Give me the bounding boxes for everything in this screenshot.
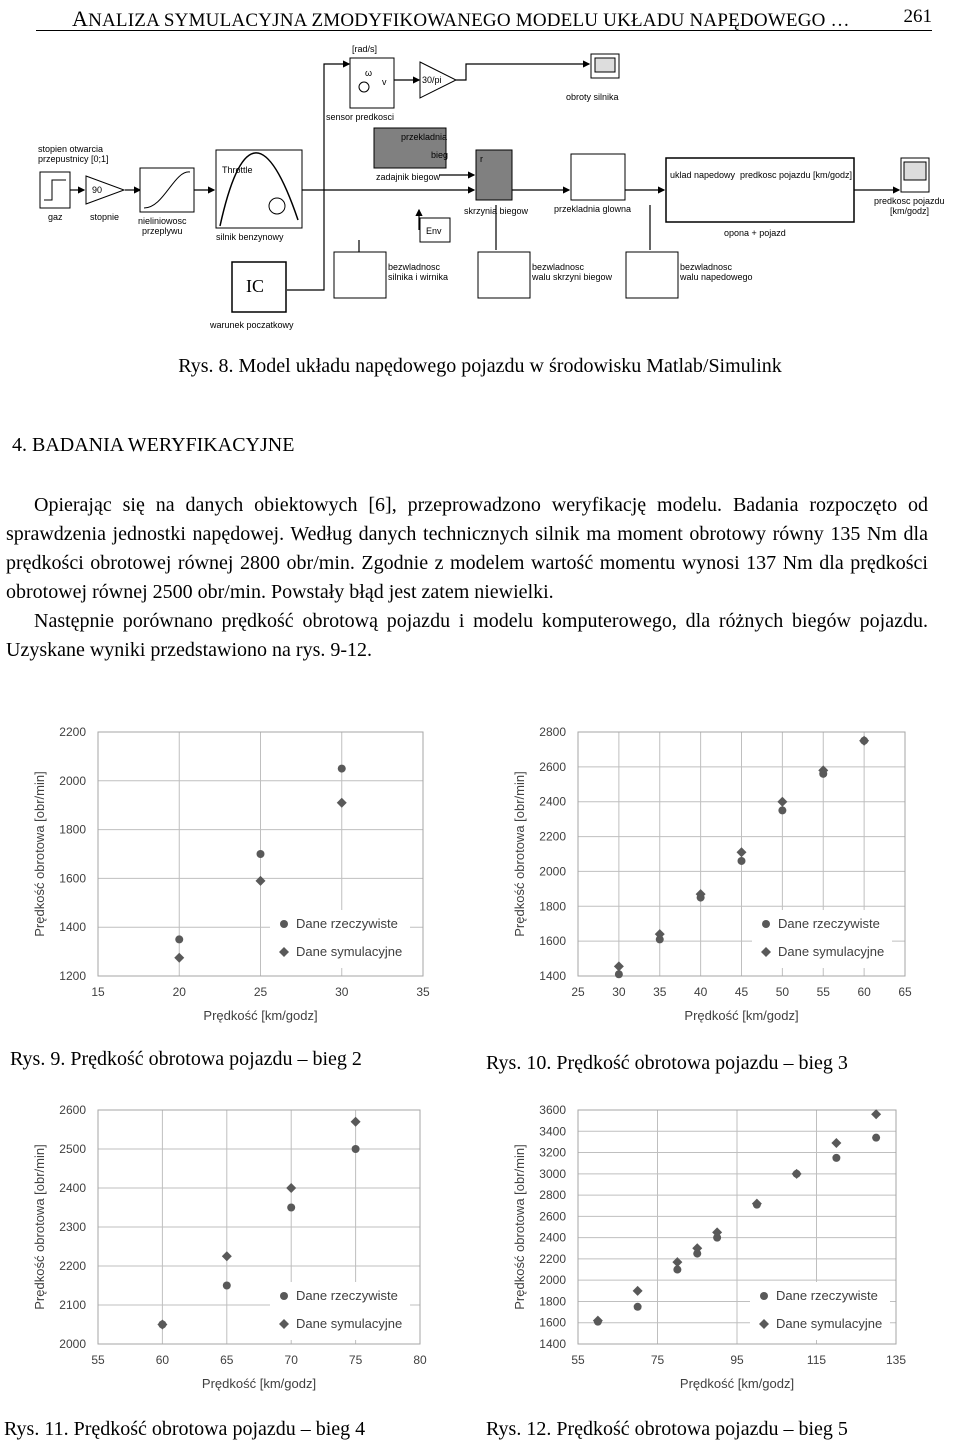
y-tick-label: 2000 [59, 773, 86, 788]
x-tick-label: 80 [413, 1353, 427, 1367]
legend-marker [280, 920, 288, 928]
y-tick-label: 2200 [539, 1251, 566, 1266]
data-point-symulacyjne [256, 876, 266, 886]
x-tick-label: 135 [885, 1353, 907, 1367]
x-tick-label: 20 [172, 985, 186, 999]
legend-label: Dane symulacyjne [776, 1316, 883, 1331]
diagram-label: skrzynia biegow [464, 206, 529, 216]
diagram-label: stopien otwarcia [38, 144, 104, 154]
legend-label: Dane symulacyjne [296, 1316, 403, 1331]
y-tick-label: 1600 [59, 871, 86, 886]
x-tick-label: 35 [416, 985, 430, 999]
diagram-label: silnika i wirnika [388, 272, 449, 282]
x-axis-label: Prędkość [km/godz] [679, 1376, 795, 1391]
y-tick-label: 2600 [539, 759, 566, 774]
y-tick-label: 2200 [59, 1259, 86, 1273]
legend-marker [280, 1292, 288, 1300]
x-tick-label: 55 [571, 1353, 585, 1367]
y-tick-label: 1400 [539, 1337, 566, 1351]
data-point-symulacyjne [737, 847, 747, 857]
x-tick-label: 60 [155, 1353, 170, 1367]
diagram-label: r [480, 154, 483, 164]
x-tick-label: 35 [653, 985, 667, 999]
x-tick-label: 75 [348, 1353, 363, 1367]
chart-bieg-2 [30, 722, 440, 1032]
y-tick-label: 1800 [59, 822, 86, 837]
data-point-symulacyjne [157, 1320, 167, 1330]
diagram-label: bezwladnosc [388, 262, 441, 272]
diagram-label: przepustnicy [0;1] [38, 154, 109, 164]
page-number: 261 [903, 6, 932, 27]
diagram-label: bezwladnosc [680, 262, 733, 272]
legend-label: Dane rzeczywiste [296, 1288, 398, 1303]
data-point-symulacyjne [174, 953, 184, 963]
x-tick-label: 55 [91, 1353, 105, 1367]
y-tick-label: 1800 [539, 899, 566, 914]
y-tick-label: 1200 [59, 969, 86, 983]
data-point-rzeczywiste [257, 850, 265, 858]
y-tick-label: 2400 [539, 1230, 566, 1245]
diagram-label: przeplywu [142, 226, 183, 236]
y-tick-label: 2100 [59, 1298, 86, 1312]
y-tick-label: 1400 [539, 969, 566, 983]
data-point-rzeczywiste [287, 1204, 295, 1212]
x-tick-label: 65 [898, 985, 912, 999]
diagram-label: [km/godz] [890, 206, 930, 216]
diagram-label: walu skrzyni biegow [532, 272, 613, 282]
x-tick-label: 40 [693, 985, 708, 999]
x-axis-label: Prędkość [km/godz] [201, 1376, 317, 1391]
diagram-label: warunek poczatkowy [210, 320, 294, 330]
diagram-label: stopnie [90, 212, 120, 222]
diagram-label: 30/pi [422, 75, 442, 85]
x-tick-label: 70 [284, 1353, 298, 1367]
diagram-label: predkosc pojazdu [km/godz] [740, 170, 853, 180]
data-point-symulacyjne [286, 1183, 296, 1193]
x-tick-label: 30 [612, 985, 626, 999]
y-tick-label: 1600 [539, 934, 566, 949]
y-tick-label: 2500 [59, 1142, 86, 1156]
data-point-symulacyjne [871, 1109, 881, 1119]
legend-label: Dane rzeczywiste [296, 916, 398, 931]
header-ellipsis: … [830, 10, 850, 31]
data-point-rzeczywiste [634, 1303, 642, 1311]
x-tick-label: 95 [730, 1353, 744, 1367]
data-point-rzeczywiste [175, 935, 183, 943]
diagram-label: przekladnia glowna [554, 204, 632, 214]
data-point-rzeczywiste [778, 806, 786, 814]
diagram-label: v [382, 77, 387, 87]
diagram-label: predkosc pojazdu [874, 196, 945, 206]
y-tick-label: 3000 [539, 1166, 566, 1181]
y-tick-label: 2600 [59, 1103, 86, 1117]
y-tick-label: 2000 [539, 1273, 566, 1288]
y-tick-label: 2800 [539, 725, 566, 739]
diagram-label: ω [365, 68, 373, 78]
figure-9-caption: Rys. 9. Prędkość obrotowa pojazdu – bieg 2 [10, 1048, 362, 1070]
paragraph-1: Opierając się na danych obiektowych [6], przeprowadzono weryfikację modelu. Badania rozpoczęto od sprawdzenia jednostki napędowej. Według danych technicznych silnik ma moment obrotowy równy 135 Nm dla prędkości obrotowej równej 2800 obr/min. Zgodnie z modelem wartość momentu wynosi 137 Nm dla prędkości obrotowej równej 2500 obr/min. Powstały błąd jest zatem niewielki. [6, 494, 928, 603]
y-tick-label: 3600 [539, 1103, 566, 1117]
x-tick-label: 25 [571, 985, 585, 999]
diagram-label: zadajnik biegow [376, 172, 441, 182]
diagram-label: Env [426, 226, 442, 236]
x-tick-label: 115 [806, 1353, 827, 1367]
legend-marker [762, 920, 770, 928]
y-tick-label: 2400 [539, 794, 566, 809]
figure-12-caption: Rys. 12. Prędkość obrotowa pojazdu – bieg 5 [486, 1418, 848, 1440]
header-title-initial: A [72, 6, 89, 31]
y-tick-label: 2000 [539, 864, 566, 879]
legend-marker [760, 1292, 768, 1300]
data-point-symulacyjne [614, 961, 624, 971]
diagram-label: [rad/s] [352, 44, 378, 54]
chart-bieg-5 [510, 1098, 920, 1398]
data-point-rzeczywiste [338, 765, 346, 773]
diagram-label: obroty silnika [566, 92, 619, 102]
diagram-label: sensor predkosci [326, 112, 395, 122]
diagram-label: 90 [92, 185, 103, 195]
legend-label: Dane symulacyjne [296, 944, 403, 959]
body-text [6, 491, 928, 665]
figure-10-caption: Rys. 10. Prędkość obrotowa pojazdu – bieg 3 [486, 1052, 848, 1074]
legend-label: Dane rzeczywiste [778, 916, 880, 931]
data-point-rzeczywiste [352, 1145, 360, 1153]
diagram-label: Throttle [222, 165, 253, 175]
data-point-rzeczywiste [615, 970, 623, 978]
figure-8-caption: Rys. 8. Model układu napędowego pojazdu w środowisku Matlab/Simulink [178, 355, 782, 377]
y-axis-label: Prędkość obrotowa [obr/min] [32, 1144, 47, 1310]
diagram-label: bieg [431, 150, 449, 160]
x-tick-label: 45 [734, 985, 749, 999]
data-point-rzeczywiste [223, 1282, 231, 1290]
x-tick-label: 25 [253, 985, 268, 999]
section-title: 4. BADANIA WERYFIKACYJNE [12, 434, 295, 456]
data-point-symulacyjne [222, 1251, 232, 1261]
x-tick-label: 65 [220, 1353, 234, 1367]
y-axis-label: Prędkość obrotowa [obr/min] [32, 771, 47, 937]
y-tick-label: 1600 [539, 1315, 566, 1330]
header-title-rest: NALIZA SYMULACYJNA ZMODYFIKOWANEGO MODELU UKŁADU NAPĘDOWEGO [88, 10, 826, 31]
data-point-symulacyjne [593, 1316, 603, 1326]
header-title [72, 6, 850, 32]
chart-bieg-3 [510, 722, 920, 1032]
y-tick-label: 2400 [59, 1181, 86, 1195]
y-tick-label: 3400 [539, 1124, 566, 1139]
data-point-symulacyjne [859, 736, 869, 746]
diagram-label: opona + pojazd [724, 228, 786, 238]
paragraph-2: Następnie porównano prędkość obrotową pojazdu i modelu komputerowego, dla różnych biegów pojazdu. Uzyskane wyniki przedstawiono na rys. 9-12. [6, 610, 928, 661]
diagram-label: silnik benzynowy [216, 232, 284, 242]
x-axis-label: Prędkość [km/godz] [203, 1008, 318, 1023]
diagram-label: gaz [48, 212, 63, 222]
data-point-rzeczywiste [832, 1154, 840, 1162]
simulink-diagram [34, 40, 945, 340]
x-tick-label: 50 [775, 985, 790, 999]
x-tick-label: 55 [816, 985, 830, 999]
y-tick-label: 2000 [59, 1337, 86, 1351]
y-axis-label: Prędkość obrotowa [obr/min] [512, 771, 527, 937]
y-tick-label: 2800 [539, 1188, 566, 1203]
data-point-symulacyjne [752, 1199, 762, 1209]
data-point-symulacyjne [633, 1286, 643, 1296]
diagram-label: bezwladnosc [532, 262, 585, 272]
data-point-symulacyjne [351, 1117, 361, 1127]
diagram-label: walu napedowego [680, 272, 753, 282]
data-point-symulacyjne [777, 797, 787, 807]
legend-label: Dane symulacyjne [778, 944, 885, 959]
y-tick-label: 2200 [59, 725, 86, 739]
y-tick-label: 2600 [539, 1209, 566, 1224]
legend-label: Dane rzeczywiste [776, 1288, 878, 1303]
x-tick-label: 60 [857, 985, 871, 999]
y-tick-label: 1400 [59, 920, 86, 935]
data-point-symulacyjne [792, 1169, 802, 1179]
y-axis-label: Prędkość obrotowa [obr/min] [512, 1144, 527, 1310]
running-header [36, 4, 932, 31]
x-axis-label: Prędkość [km/godz] [684, 1008, 799, 1023]
diagram-label: przekladnia [401, 132, 448, 142]
x-tick-label: 15 [91, 985, 105, 999]
data-point-rzeczywiste [872, 1134, 880, 1142]
x-tick-label: 75 [650, 1353, 665, 1367]
diagram-label: uklad napedowy [670, 170, 736, 180]
data-point-symulacyjne [831, 1138, 841, 1148]
y-tick-label: 1800 [539, 1294, 566, 1309]
y-tick-label: 3200 [539, 1145, 566, 1160]
x-tick-label: 30 [335, 985, 349, 999]
diagram-label: nieliniowosc [138, 216, 187, 226]
figure-11-caption: Rys. 11. Prędkość obrotowa pojazdu – bieg 4 [4, 1418, 366, 1440]
data-point-symulacyjne [337, 798, 347, 808]
y-tick-label: 2300 [59, 1220, 86, 1234]
data-point-rzeczywiste [738, 857, 746, 865]
chart-bieg-4 [30, 1098, 440, 1398]
y-tick-label: 2200 [539, 829, 566, 844]
diagram-label: IC [246, 276, 264, 296]
